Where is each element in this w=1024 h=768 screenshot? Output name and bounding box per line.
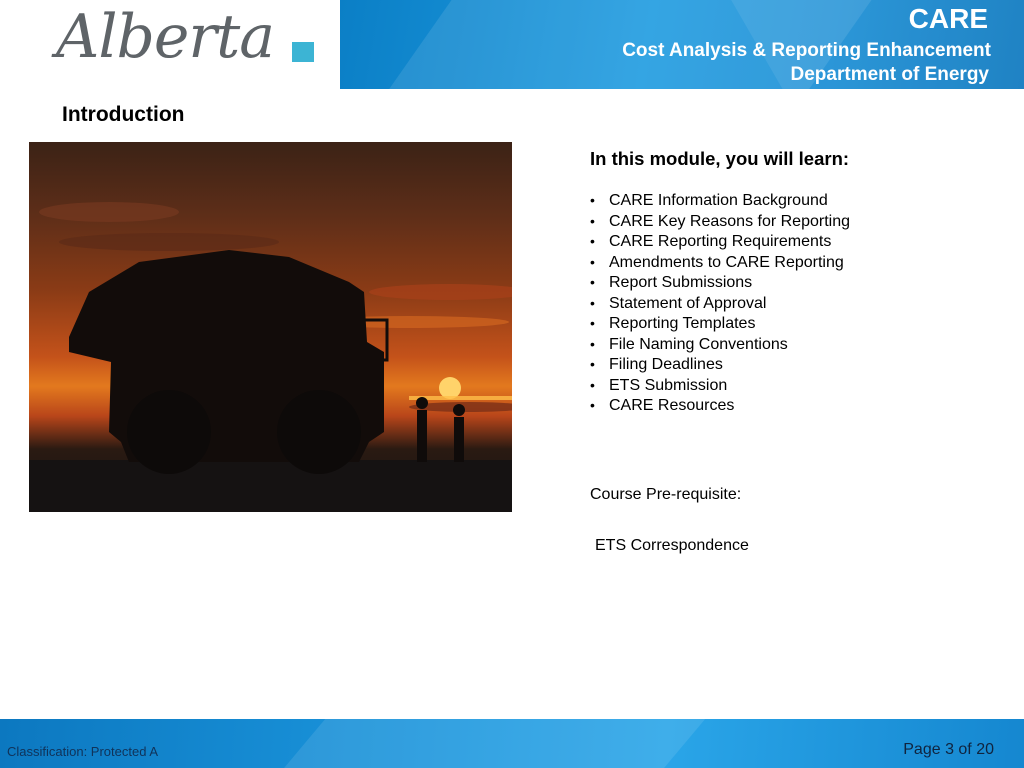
learn-heading: In this module, you will learn: [590,148,850,169]
list-item: • Report Submissions [590,274,753,291]
alberta-logo [16,0,301,89]
bullet-icon: • [590,253,595,270]
bullet-icon: • [590,397,595,413]
list-item: • Reporting Templates [590,315,756,332]
banner-department: Department of Energy [790,64,989,85]
prerequisite-value: ETS Correspondence [595,537,749,554]
banner-subtitle: Cost Analysis & Reporting Enhancement [622,40,991,61]
list-item: • File Naming Conventions [590,335,788,353]
care-banner [340,0,1024,89]
list-item: • CARE Key Reasons for Reporting [590,212,850,230]
list-item: • Filing Deadlines [590,356,723,373]
bullet-icon: • [590,335,595,352]
section-title: Introduction [62,103,185,126]
topics-list [590,190,850,416]
header [0,0,1024,89]
list-item: • Statement of Approval [590,294,767,312]
sunset-haul-truck-photo [29,142,512,512]
list-item: • CARE Reporting Requirements [590,233,832,250]
page-number: Page 3 of 20 [903,741,994,758]
classification-label: Classification: Protected A [7,744,159,759]
alberta-logo-mark-icon [292,42,314,62]
bullet-icon: • [590,356,595,372]
bullet-icon: • [590,212,595,229]
bullet-icon: • [590,192,595,208]
list-item: • CARE Resources [590,397,735,414]
bullet-icon: • [590,233,595,249]
list-item: • Amendments to CARE Reporting [590,253,844,271]
bullet-icon: • [590,294,595,311]
footer [0,719,1024,768]
prerequisite-label: Course Pre-requisite: [590,486,742,503]
bullet-icon: • [590,376,595,393]
bullet-icon: • [590,274,595,290]
list-item: • CARE Information Background [590,192,828,209]
banner-title: CARE [908,3,988,34]
photo-silhouette-illustration [29,142,512,512]
list-item: • ETS Submission [590,376,728,394]
bullet-icon: • [590,315,595,331]
alberta-logo-text: Alberta [56,2,274,72]
